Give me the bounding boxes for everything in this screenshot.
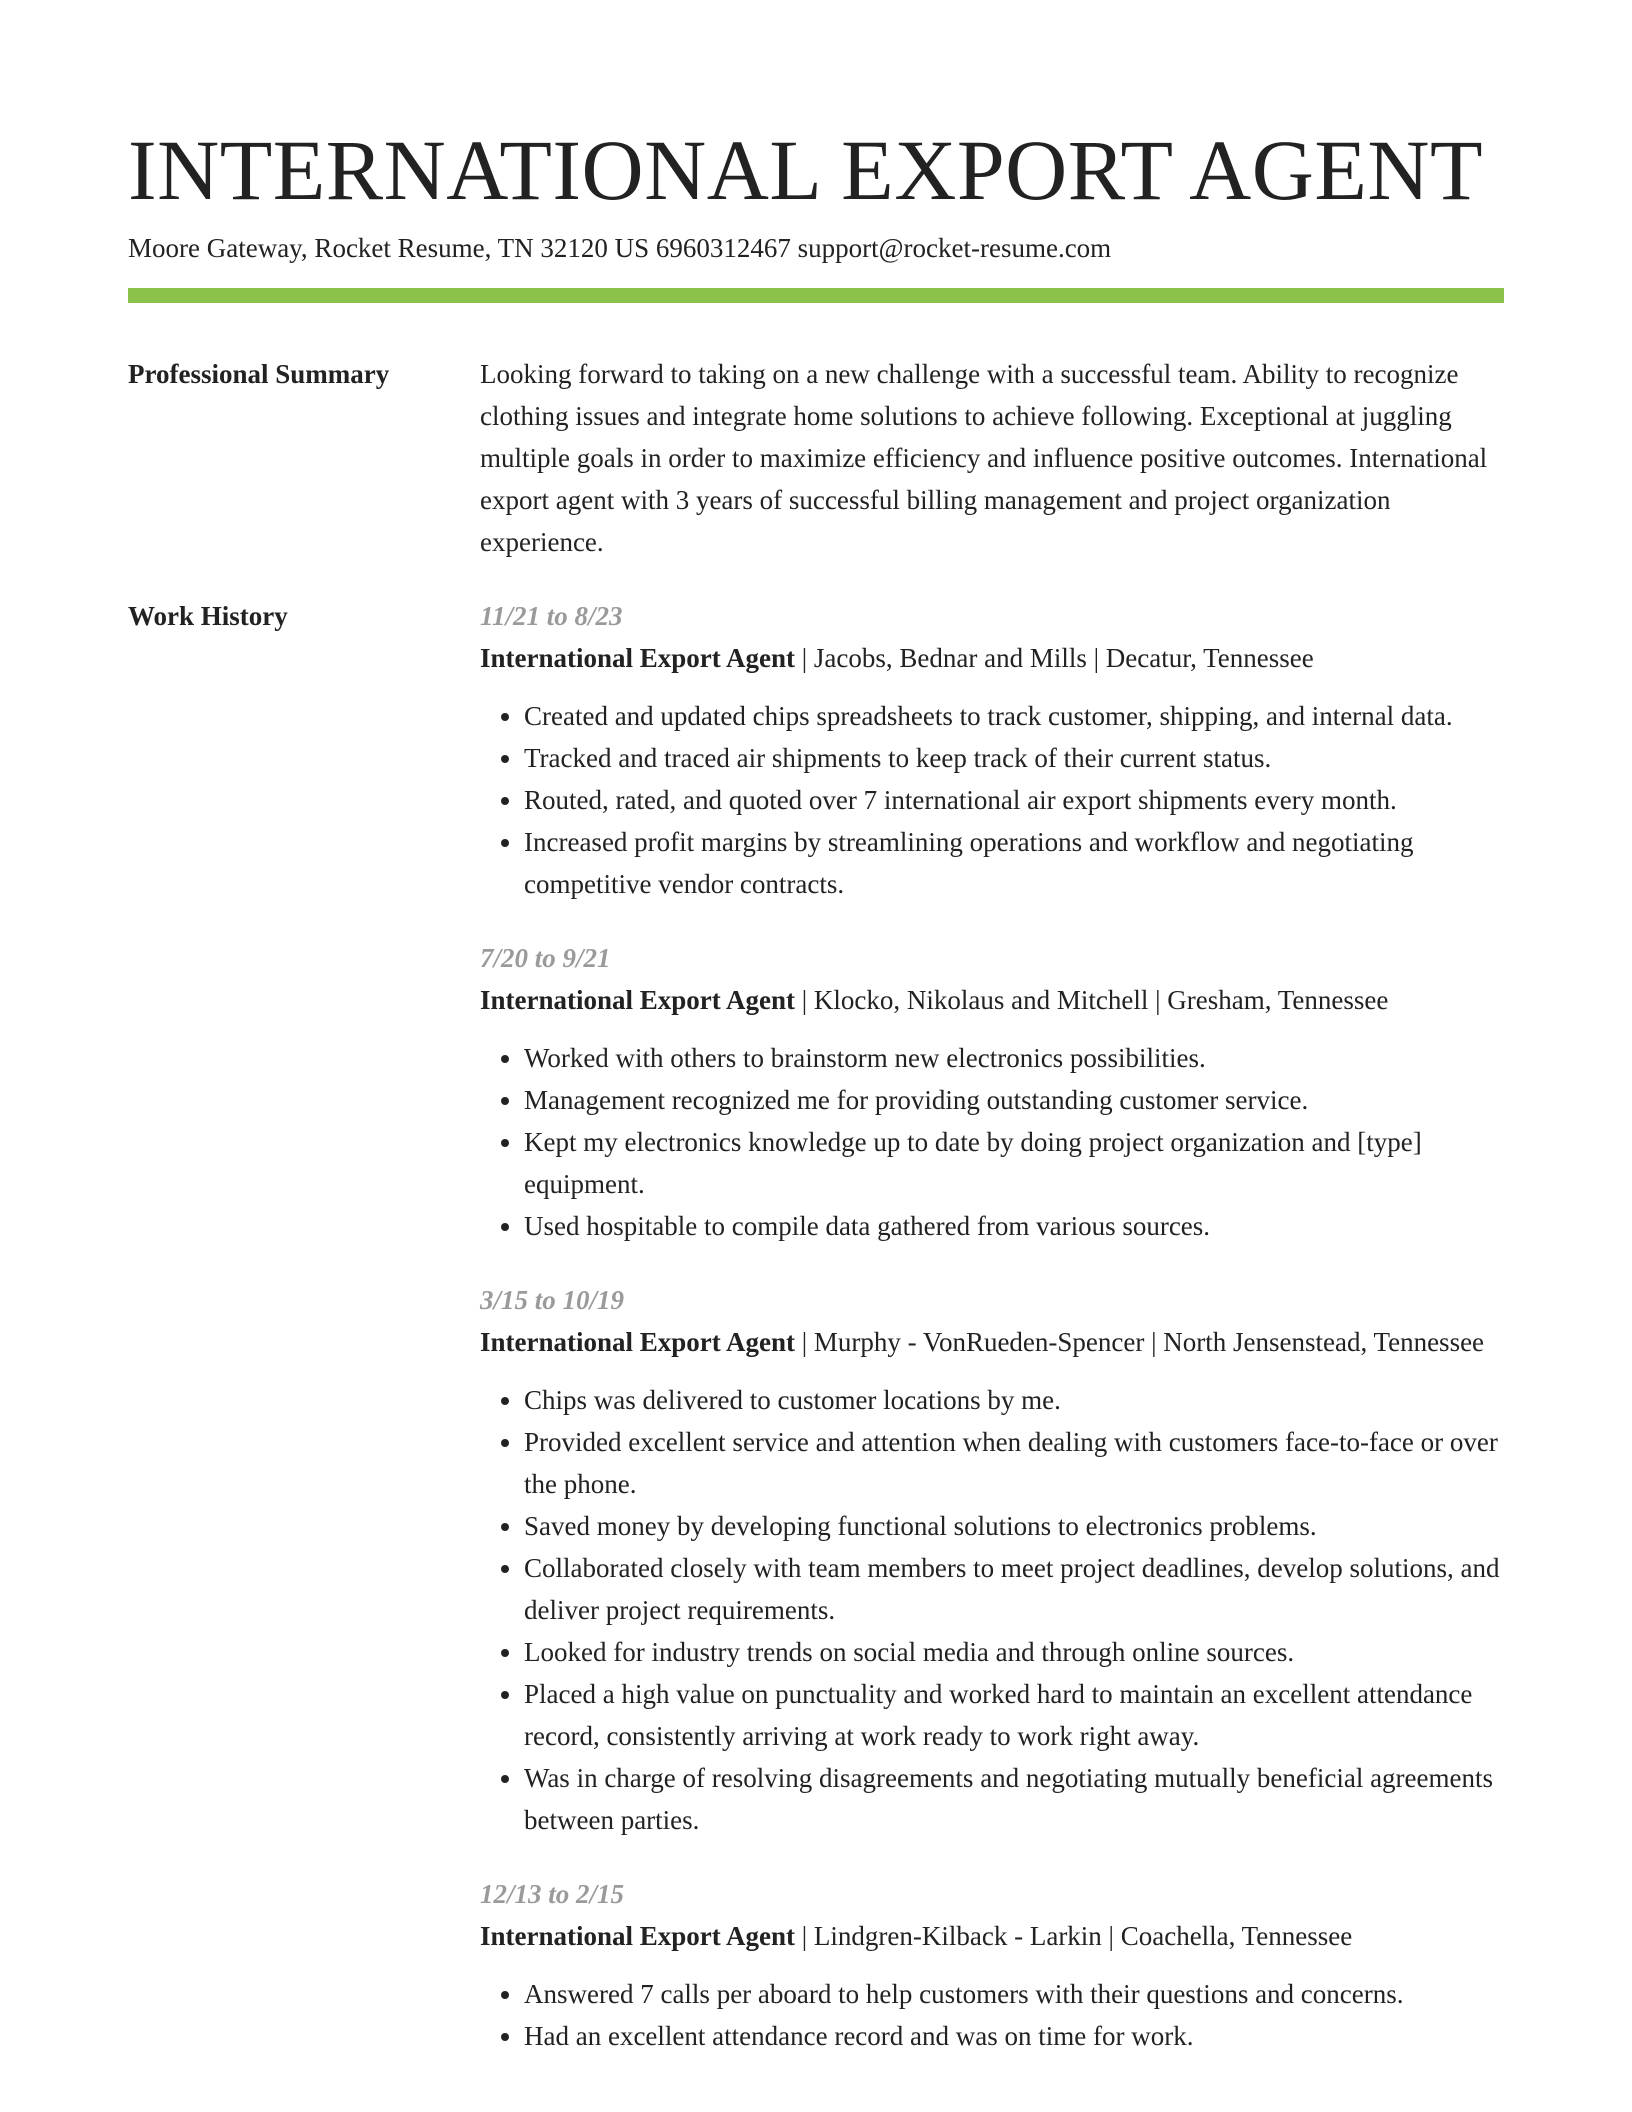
job-bullet: • Used hospitable to compile data gathered from various sources. [524, 1205, 1504, 1247]
job-bullets [480, 695, 1504, 905]
job-dates: 7/20 to 9/21 [480, 943, 611, 973]
job-title: International Export Agent [480, 643, 796, 673]
job-entry [480, 1279, 1504, 1841]
work-history-section [128, 595, 1504, 2089]
resume-page [128, 118, 1504, 2089]
job-bullet: • Created and updated chips spreadsheets to track customer, shipping, and internal data. [524, 695, 1504, 737]
job-bullet: • Saved money by developing functional solutions to electronics problems. [524, 1505, 1504, 1547]
job-dates: 12/13 to 2/15 [480, 1879, 625, 1909]
page-title: INTERNATIONAL EXPORT AGENT [128, 122, 1484, 218]
job-details: | Jacobs, Bednar and Mills | Decatur, Tennessee [795, 643, 1314, 673]
job-bullet: • Routed, rated, and quoted over 7 international air export shipments every month. [524, 779, 1504, 821]
job-entry [480, 595, 1504, 905]
job-heading [480, 637, 1504, 679]
job-heading [480, 979, 1504, 1021]
job-bullets [480, 1379, 1504, 1841]
job-title: International Export Agent [480, 1921, 796, 1951]
job-dates: 3/15 to 10/19 [480, 1285, 625, 1315]
job-bullet: • Collaborated closely with team members to meet project deadlines, develop solutions, and deliver project requirements. [524, 1547, 1504, 1631]
job-details: | Lindgren-Kilback - Larkin | Coachella, Tennessee [795, 1921, 1353, 1951]
job-dates: 11/21 to 8/23 [480, 601, 623, 631]
job-bullets [480, 1037, 1504, 1247]
job-bullet: • Management recognized me for providing outstanding customer service. [524, 1079, 1504, 1121]
job-bullet: • Placed a high value on punctuality and worked hard to maintain an excellent attendance record, consistently arriving at work ready to work right away. [524, 1673, 1504, 1757]
job-bullet: • Tracked and traced air shipments to keep track of their current status. [524, 737, 1504, 779]
job-title: International Export Agent [480, 985, 796, 1015]
job-bullet: • Had an excellent attendance record and was on time for work. [524, 2015, 1504, 2057]
job-entry [480, 937, 1504, 1247]
contact-line: Moore Gateway, Rocket Resume, TN 32120 US 6960312467 support@rocket-resume.com [128, 233, 1112, 263]
job-bullets [480, 1973, 1504, 2057]
job-list [480, 595, 1504, 2089]
job-title: International Export Agent [480, 1327, 796, 1357]
job-bullet: • Looked for industry trends on social media and through online sources. [524, 1631, 1504, 1673]
accent-divider [128, 288, 1504, 303]
summary-text: Looking forward to taking on a new challenge with a successful team. Ability to recognize clothing issues and integrate home solutions to achieve following. Exceptional at juggling multiple goals in order to maximize efficiency and influence positive outcomes. International export agent with 3 years of successful billing management and project organization experience. [480, 359, 1488, 557]
job-bullet: • Increased profit margins by streamlining operations and workflow and negotiating competitive vendor contracts. [524, 821, 1504, 905]
job-bullet: • Was in charge of resolving disagreements and negotiating mutually beneficial agreements between parties. [524, 1757, 1504, 1841]
job-bullet: • Answered 7 calls per aboard to help customers with their questions and concerns. [524, 1973, 1504, 2015]
job-entry [480, 1873, 1504, 2057]
job-heading [480, 1321, 1504, 1363]
job-bullet: • Provided excellent service and attention when dealing with customers face-to-face or over the phone. [524, 1421, 1504, 1505]
job-bullet: • Kept my electronics knowledge up to date by doing project organization and [type] equipment. [524, 1121, 1504, 1205]
job-details: | Klocko, Nikolaus and Mitchell | Gresham, Tennessee [795, 985, 1389, 1015]
summary-section [128, 353, 1504, 563]
job-heading [480, 1915, 1504, 1957]
work-history-label: Work History [128, 601, 288, 631]
job-details: | Murphy - VonRueden-Spencer | North Jensenstead, Tennessee [795, 1327, 1485, 1357]
job-bullet: • Chips was delivered to customer locations by me. [524, 1379, 1504, 1421]
job-bullet: • Worked with others to brainstorm new electronics possibilities. [524, 1037, 1504, 1079]
summary-label: Professional Summary [128, 359, 390, 389]
